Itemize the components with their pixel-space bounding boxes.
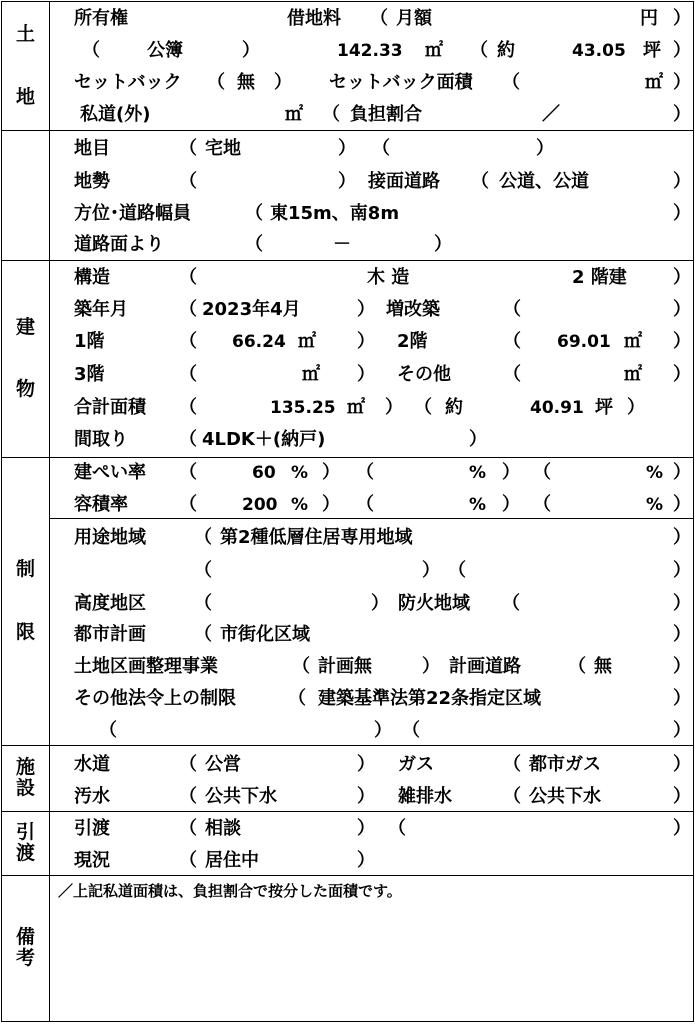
- land-area-tsubo: 43.05: [572, 41, 626, 61]
- paren: ）: [502, 494, 520, 515]
- structure-value: 木 造: [367, 267, 410, 288]
- paren: （: [502, 593, 520, 614]
- city-planning-value: 市街化区域: [220, 624, 310, 645]
- paren: （: [194, 560, 212, 581]
- paren: （: [402, 720, 420, 741]
- floor2-area: 69.01: [557, 332, 611, 352]
- direction-width-label: 方位･道路幅員: [74, 203, 191, 224]
- setback-label: セットバック: [74, 72, 182, 93]
- paren: （: [414, 397, 432, 418]
- m2-unit: ㎡: [624, 331, 642, 352]
- paren: （: [356, 462, 374, 483]
- paren: （: [179, 364, 197, 385]
- percent-unit: %: [469, 463, 487, 483]
- paren: ）: [673, 818, 691, 839]
- paren: ）: [673, 364, 691, 385]
- paren: （: [179, 331, 197, 352]
- land-category-label: 地目: [74, 138, 110, 159]
- paren: ）: [673, 656, 691, 677]
- paren: ）: [371, 593, 389, 614]
- paren: ）: [673, 40, 691, 61]
- paren: ）: [357, 786, 375, 807]
- paren: ）: [673, 72, 691, 93]
- paren: （: [179, 786, 197, 807]
- floor1-label: 1階: [74, 331, 105, 352]
- planned-road-value: 無: [594, 656, 612, 677]
- water-supply-label: 水道: [74, 754, 110, 775]
- water-supply-value: 公営: [205, 754, 241, 775]
- row-divider: [2, 130, 693, 131]
- monthly-label: 月額: [396, 8, 432, 29]
- section-divider: [49, 2, 50, 1021]
- row-divider: [2, 875, 693, 876]
- property-summary-table: [1, 1, 694, 1022]
- paren: ）: [627, 397, 645, 418]
- section-remarks: [2, 875, 49, 1021]
- paren: ）: [434, 234, 452, 255]
- paren: （: [194, 593, 212, 614]
- paren: （: [292, 656, 310, 677]
- coverage-ratio-label: 建ぺい率: [74, 462, 146, 483]
- paren: ）: [673, 560, 691, 581]
- paren: ）: [673, 688, 691, 709]
- paren: ）: [673, 494, 691, 515]
- paren: （: [82, 40, 100, 61]
- row-divider: [49, 518, 693, 519]
- row-divider: [2, 745, 693, 746]
- paren: （: [245, 234, 263, 255]
- handover-value: 相談: [205, 818, 241, 839]
- paren: ）: [673, 593, 691, 614]
- section-land-label: 土 地: [15, 23, 35, 108]
- paren: （: [179, 397, 197, 418]
- floor1-area: 66.24: [232, 332, 286, 352]
- paren: ）: [338, 171, 356, 192]
- paren: （: [194, 624, 212, 645]
- paren: ）: [673, 171, 691, 192]
- paren: ）: [673, 624, 691, 645]
- paren: （: [179, 754, 197, 775]
- paren: ）: [673, 8, 691, 29]
- paren: ）: [536, 138, 554, 159]
- percent-unit: %: [646, 463, 664, 483]
- percent-unit: %: [469, 495, 487, 515]
- m2-unit: ㎡: [285, 104, 303, 125]
- other-regulations-value: 建築基準法第22条指定区域: [318, 688, 542, 709]
- paren: （: [194, 527, 212, 548]
- fire-zone-label: 防火地域: [398, 593, 470, 614]
- section-remarks-label: 備 考: [15, 926, 35, 969]
- ownership-label: 所有権: [74, 8, 128, 29]
- paren: （: [503, 364, 521, 385]
- total-area-sqm: 135.25: [270, 398, 336, 418]
- m2-unit: ㎡: [347, 397, 365, 418]
- section-restriction-label: 制 限: [15, 558, 35, 643]
- section-facility-label: 施 設: [15, 756, 35, 799]
- floor-plan-label: 間取り: [74, 429, 128, 450]
- section-building-label: 建 物: [15, 315, 35, 401]
- m2-unit: ㎡: [298, 331, 316, 352]
- paren: （: [179, 138, 197, 159]
- paren: （: [503, 331, 521, 352]
- m2-unit: ㎡: [624, 364, 642, 385]
- floors-value: 2 階建: [572, 267, 627, 288]
- paren: （: [179, 171, 197, 192]
- yen-unit: 円: [640, 8, 658, 29]
- planned-road-label: 計画道路: [449, 656, 521, 677]
- tsubo-unit: 坪: [643, 40, 661, 61]
- setback-value: 無: [237, 72, 255, 93]
- paren: （: [470, 40, 488, 61]
- paren: （: [179, 429, 197, 450]
- paren: ）: [673, 786, 691, 807]
- row-divider: [2, 811, 693, 812]
- paren: （: [388, 818, 406, 839]
- other-floor-label: その他: [397, 364, 451, 385]
- m2-unit: ㎡: [425, 40, 443, 61]
- handover-label: 引渡: [74, 818, 110, 839]
- floor2-label: 2階: [397, 331, 428, 352]
- paren: （: [99, 720, 117, 741]
- section-restriction: [2, 457, 49, 745]
- paren: ）: [673, 104, 691, 125]
- paren: ）: [502, 462, 520, 483]
- register-label: 公簿: [147, 40, 183, 61]
- setback-area-label: セットバック面積: [329, 72, 473, 93]
- paren: ）: [673, 462, 691, 483]
- paren: （: [533, 494, 551, 515]
- m2-unit: ㎡: [302, 364, 320, 385]
- m2-unit: ㎡: [645, 72, 663, 93]
- frontage-road-value: 公道、公道: [499, 171, 589, 192]
- city-planning-label: 都市計画: [74, 624, 146, 645]
- paren: （: [179, 818, 197, 839]
- paren: （: [322, 104, 340, 125]
- built-date-value: 2023年4月: [202, 299, 301, 320]
- paren: （: [356, 494, 374, 515]
- land-area-sqm: 142.33: [337, 41, 403, 61]
- gas-value: 都市ガス: [529, 754, 601, 775]
- land-readjustment-label: 土地区画整理事業: [74, 656, 218, 677]
- floor3-label: 3階: [74, 364, 105, 385]
- zoning-value: 第2種低層住居専用地域: [220, 527, 413, 548]
- paren: ）: [374, 720, 392, 741]
- paren: ）: [274, 72, 292, 93]
- paren: ）: [673, 299, 691, 320]
- paren: （: [502, 72, 520, 93]
- sewage-value: 公共下水: [205, 786, 277, 807]
- gas-label: ガス: [398, 754, 434, 775]
- land-category-value: 宅地: [205, 138, 241, 159]
- renovation-label: 増改築: [386, 299, 440, 320]
- floor-area-ratio-label: 容積率: [74, 494, 128, 515]
- paren: ）: [673, 203, 691, 224]
- paren: （: [568, 656, 586, 677]
- sewage-label: 汚水: [74, 786, 110, 807]
- percent-unit: %: [646, 495, 664, 515]
- share-ratio-label: 負担割合: [350, 104, 422, 125]
- paren: （: [448, 560, 466, 581]
- section-facility: [2, 745, 49, 811]
- road-level-label: 道路面より: [74, 234, 164, 255]
- paren: （: [207, 72, 225, 93]
- paren: （: [179, 850, 197, 871]
- section-land: [2, 2, 49, 130]
- row-divider: [2, 457, 693, 458]
- floor-plan-value: 4LDK＋(納戸): [202, 429, 326, 450]
- private-road-label: 私道(外): [80, 104, 151, 125]
- paren: ）: [357, 754, 375, 775]
- paren: （: [179, 267, 197, 288]
- paren: （: [179, 299, 197, 320]
- other-regulations-label: その他法令上の制限: [74, 688, 236, 709]
- road-level-value: －: [333, 234, 351, 255]
- tsubo-unit: 坪: [595, 397, 613, 418]
- paren: ）: [357, 364, 375, 385]
- paren: （: [533, 462, 551, 483]
- terrain-label: 地勢: [74, 171, 110, 192]
- coverage-ratio-value: 60: [252, 463, 276, 483]
- paren: ）: [357, 299, 375, 320]
- height-district-label: 高度地区: [74, 593, 146, 614]
- paren: ）: [422, 560, 440, 581]
- frontage-road-label: 接面道路: [368, 171, 440, 192]
- paren: ）: [357, 850, 375, 871]
- paren: ）: [357, 331, 375, 352]
- approx-label: 約: [497, 40, 515, 61]
- paren: （: [503, 299, 521, 320]
- paren: ）: [673, 331, 691, 352]
- approx-label: 約: [445, 397, 463, 418]
- paren: （: [245, 203, 263, 224]
- paren: ）: [242, 40, 260, 61]
- paren: ）: [469, 429, 487, 450]
- percent-unit: %: [291, 495, 309, 515]
- current-status-value: 居住中: [205, 850, 259, 871]
- paren: （: [179, 494, 197, 515]
- paren: ）: [422, 656, 440, 677]
- row-divider: [2, 260, 693, 261]
- paren: ）: [673, 267, 691, 288]
- section-delivery: [2, 811, 49, 875]
- gray-water-label: 雑排水: [398, 786, 452, 807]
- built-date-label: 築年月: [74, 299, 128, 320]
- total-area-label: 合計面積: [74, 397, 146, 418]
- paren: （: [471, 171, 489, 192]
- paren: （: [288, 688, 306, 709]
- land-readjustment-value: 計画無: [318, 656, 372, 677]
- direction-width-value: 東15m、南8m: [270, 203, 400, 224]
- gray-water-value: 公共下水: [529, 786, 601, 807]
- floor-area-ratio-value: 200: [242, 495, 278, 515]
- total-area-tsubo: 40.91: [530, 398, 584, 418]
- percent-unit: %: [291, 463, 309, 483]
- section-building: [2, 260, 49, 457]
- paren: （: [179, 462, 197, 483]
- zoning-label: 用途地域: [74, 527, 146, 548]
- paren: ）: [357, 818, 375, 839]
- share-ratio-slash: ／: [542, 104, 560, 125]
- paren: （: [503, 754, 521, 775]
- paren: ）: [322, 462, 340, 483]
- structure-label: 構造: [74, 267, 110, 288]
- remarks-note: ／上記私道面積は、負担割合で按分した面積です。: [58, 882, 402, 900]
- paren: ）: [322, 494, 340, 515]
- land-rent-label: 借地料: [287, 8, 341, 29]
- paren: ）: [338, 138, 356, 159]
- paren: ）: [673, 720, 691, 741]
- paren: （: [372, 138, 390, 159]
- paren: （: [370, 8, 388, 29]
- paren: ）: [673, 527, 691, 548]
- paren: （: [503, 786, 521, 807]
- current-status-label: 現況: [74, 850, 110, 871]
- paren: ）: [385, 397, 403, 418]
- paren: ）: [673, 754, 691, 775]
- section-delivery-label: 引 渡: [15, 821, 35, 864]
